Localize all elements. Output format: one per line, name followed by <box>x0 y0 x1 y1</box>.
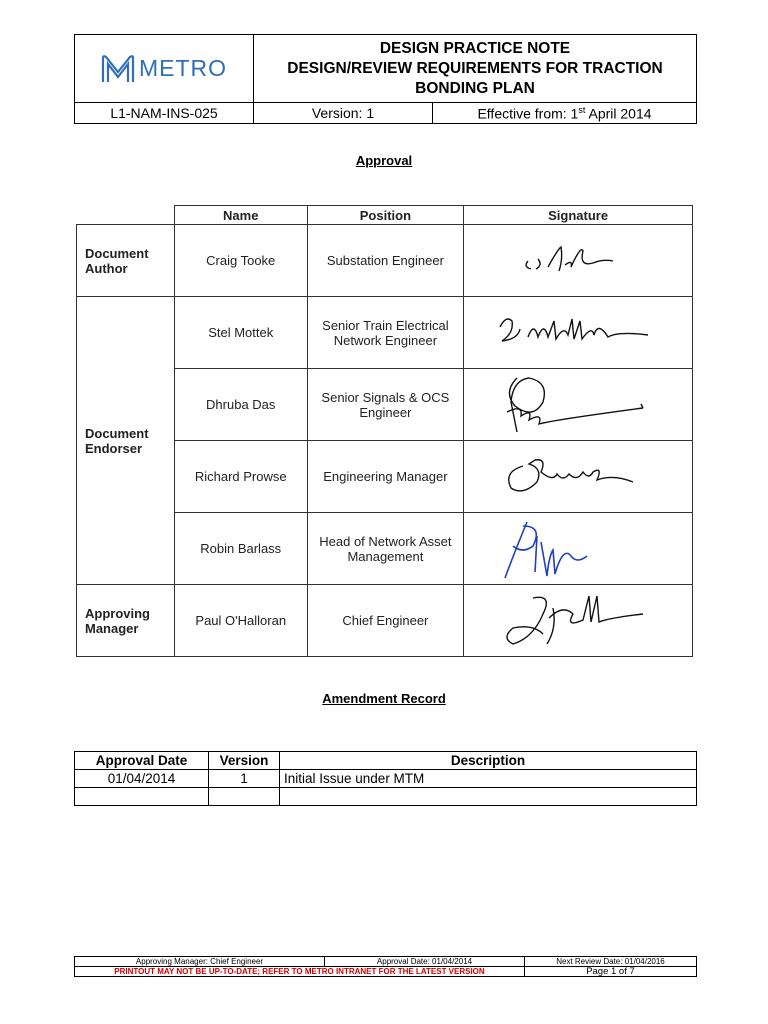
approver-name: Stel Mottek <box>174 297 307 369</box>
approver-position: Substation Engineer <box>307 225 464 297</box>
amendment-date: 01/04/2014 <box>75 770 209 788</box>
approver-position: Chief Engineer <box>307 585 464 657</box>
signature-3 <box>464 369 693 441</box>
footer-approval-date: Approval Date: 01/04/2014 <box>325 957 525 967</box>
footer-warning: PRINTOUT MAY NOT BE UP-TO-DATE; REFER TO METRO INTRANET FOR THE LATEST VERSION <box>75 967 525 977</box>
doc-version: Version: 1 <box>254 103 433 124</box>
role-document-author: Document Author <box>77 225 175 297</box>
role-document-endorser: Document Endorser <box>77 297 175 585</box>
signature-6 <box>464 585 693 657</box>
approver-position: Head of Network Asset Management <box>307 513 464 585</box>
approver-name: Robin Barlass <box>174 513 307 585</box>
approver-name: Dhruba Das <box>174 369 307 441</box>
col-signature-header: Signature <box>464 206 693 225</box>
amendment-version <box>209 788 280 806</box>
approver-position: Senior Train Electrical Network Engineer <box>307 297 464 369</box>
col-approval-date-header: Approval Date <box>75 752 209 770</box>
role-approving-manager: Approving Manager <box>77 585 175 657</box>
title-cell <box>254 35 697 103</box>
col-name-header: Name <box>174 206 307 225</box>
approver-position: Senior Signals & OCS Engineer <box>307 369 464 441</box>
amendment-description <box>280 788 697 806</box>
amendment-heading: Amendment Record <box>322 691 446 706</box>
metro-m-icon <box>101 54 135 84</box>
doc-title-line2: BONDING PLAN <box>415 79 535 97</box>
effective-date: Effective from: 1st April 2014 <box>433 103 697 124</box>
footer-next-review: Next Review Date: 01/04/2016 <box>525 957 697 967</box>
approval-table <box>76 205 693 657</box>
amendment-table <box>74 751 697 806</box>
signature-4 <box>464 441 693 513</box>
doc-title-line1: DESIGN/REVIEW REQUIREMENTS FOR TRACTION <box>287 59 663 77</box>
approver-name: Paul O'Halloran <box>174 585 307 657</box>
col-position-header: Position <box>307 206 464 225</box>
col-version-header: Version <box>209 752 280 770</box>
logo-text: METRO <box>138 55 228 81</box>
footer-approving-manager: Approving Manager: Chief Engineer <box>75 957 325 967</box>
amendment-version: 1 <box>209 770 280 788</box>
approver-name: Richard Prowse <box>174 441 307 513</box>
document-header <box>74 34 697 124</box>
signature-2 <box>464 297 693 369</box>
signature-1 <box>464 225 693 297</box>
amendment-description: Initial Issue under MTM <box>280 770 697 788</box>
logo-cell <box>75 35 254 103</box>
approver-position: Engineering Manager <box>307 441 464 513</box>
approval-heading: Approval <box>355 153 413 168</box>
signature-5 <box>464 513 693 585</box>
col-description-header: Description <box>280 752 697 770</box>
amendment-date <box>75 788 209 806</box>
doc-type-title: DESIGN PRACTICE NOTE <box>379 39 571 57</box>
footer-page-number: Page 1 of 7 <box>525 967 697 977</box>
metro-logo <box>75 54 253 84</box>
approver-name: Craig Tooke <box>174 225 307 297</box>
document-footer <box>74 956 697 977</box>
doc-id: L1-NAM-INS-025 <box>75 103 254 124</box>
